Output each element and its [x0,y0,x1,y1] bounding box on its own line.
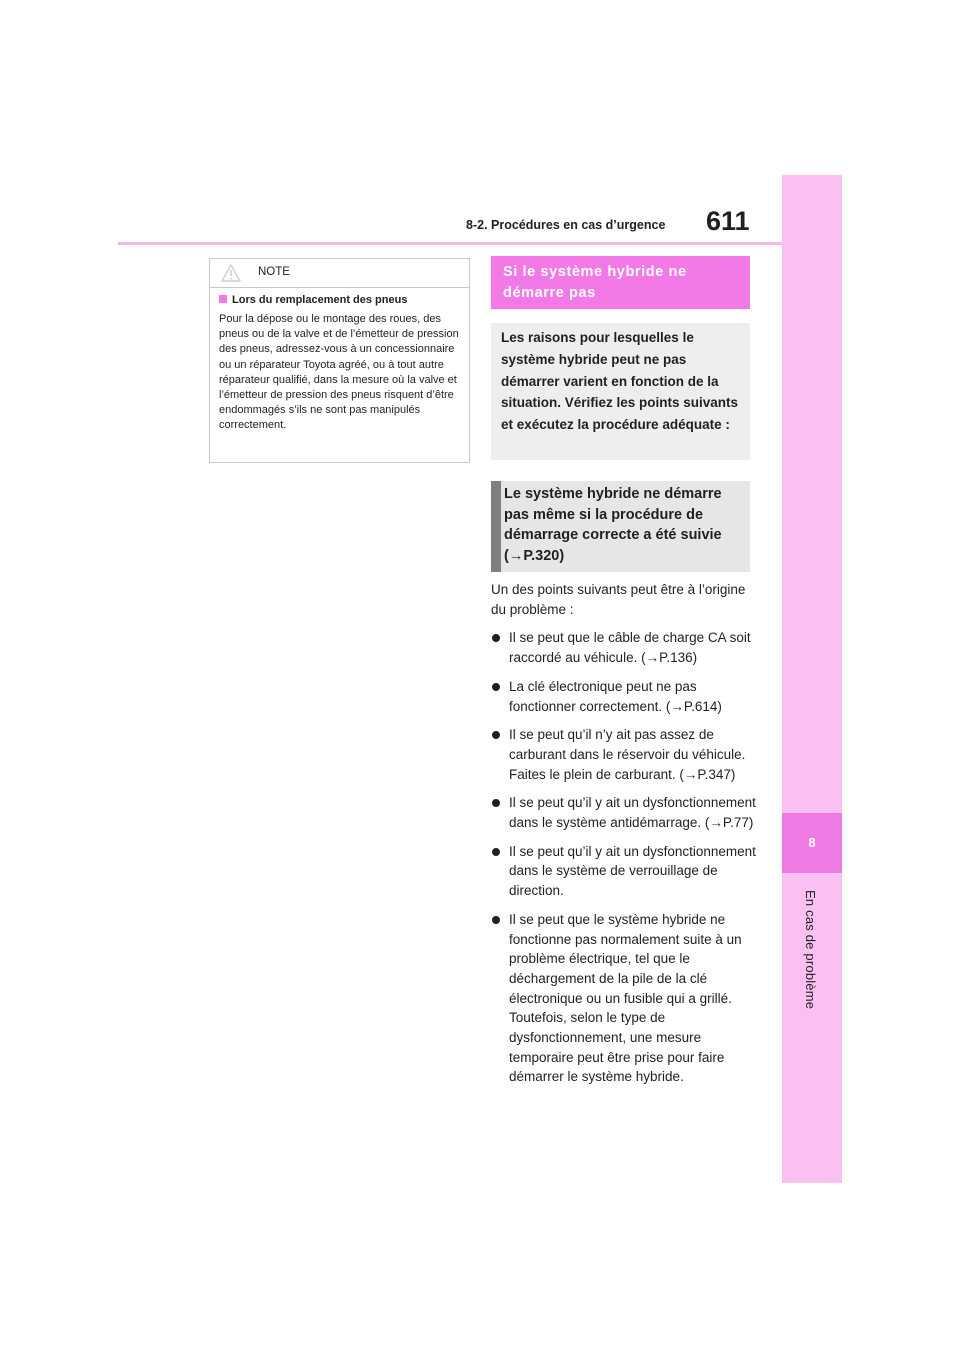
list-item [491,842,756,901]
list-item-extra: Faites le plein de carburant. (→P.347) [509,766,736,782]
note-title: NOTE [258,266,290,278]
note-subtitle [219,294,469,306]
bullet-icon [492,683,500,691]
subsection-title-box [491,481,750,572]
subsection-bar [491,481,501,572]
bullet-icon [492,848,500,856]
header-divider [118,242,782,245]
section-title: Si le système hybride ne démarre pas [503,264,687,301]
list-item [491,725,756,784]
subsection-title: Le système hybride ne démarre pas même si la procédure de démarrage correcte a été suivie (→P.320) [504,486,722,564]
note-body: Pour la dépose ou le montage des roues, des pneus ou de la valve et de l’émetteur de pression des pneus, adressez-vous à un concessionnaire ou un réparateur Toyota agréé, ou à tout autre réparateur qualifié, dans la mesure où la valve et l’émetteur de pression des pneus risquent d’être endommagés s’ils ne sont pas manipulés correctement. [219,313,459,432]
list-item-text: Il se peut que le système hybride ne fonctionne pas normalement suite à un problème électrique, tel que le déchargement de la pile de la clé électronique ou un fusible qui a grillé. Toutefois, selon le type de dysfonctionnement, une mesure temporaire peut être prise pour faire démarrer le système hybride. [509,911,742,1085]
list-item [491,677,756,716]
content-intro: Un des points suivants peut être à l’origine du problème : [491,582,746,617]
chapter-number: 8 [808,835,816,850]
list-item-text: Il se peut que le câble de charge CA soit raccordé au véhicule. (→P.136) [509,630,751,666]
bullet-icon [492,731,500,739]
note-header [210,259,469,288]
main-content [491,580,756,1096]
note-box [209,258,470,463]
bullet-icon [492,634,500,642]
intro-text: Les raisons pour lesquelles le système hybride peut ne pas démarrer varient en fonction de la situation. Vérifiez les points suivants et exécutez la procédure adéquate : [501,330,739,433]
chapter-label: En cas de problème [803,890,818,1010]
chapter-side-tab [782,175,842,1183]
list-item-text: Il se peut qu’il n’y ait pas assez de carburant dans le réservoir du véhicule. [509,727,746,762]
list-item-text: Il se peut qu’il y ait un dysfonctionnement dans le système de verrouillage de direction. [509,843,756,899]
section-header: 8-2. Procédures en cas d’urgence [466,218,666,232]
intro-box [491,323,750,460]
list-item [491,628,756,667]
list-item-text: Il se peut qu’il y ait un dysfonctionnement dans le système antidémarrage. (→P.77) [509,795,756,831]
bullet-icon [492,799,500,807]
list-item-text: La clé électronique peut ne pas fonctionner correctement. (→P.614) [509,678,722,714]
square-bullet-icon [219,295,227,303]
section-title-box [491,256,750,309]
list-item [491,910,756,1087]
list-item [491,793,756,832]
page-number: 611 [706,206,750,236]
warning-triangle-icon [221,264,241,287]
note-subtitle-text: Lors du remplacement des pneus [232,294,408,306]
bullet-icon [492,916,500,924]
cause-list [491,628,756,1087]
